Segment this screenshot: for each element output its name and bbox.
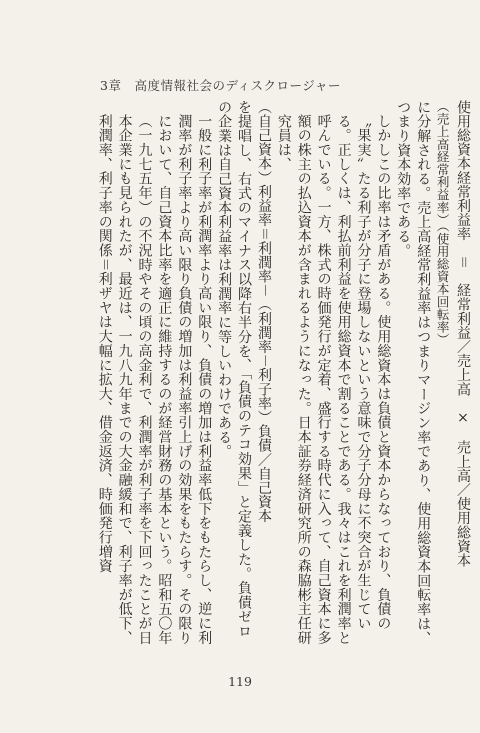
paragraph: しかしこの比率は矛盾がある。使用総資本は負債と資本からなっており、負債の〝果実〟たる利子が分子に登場しないという意味で分子分母に不突合が生じている。正しくは、利払前利益を使用総資本で割ることである。我々はこれを利潤率と呼んでいる。一方、株式の時価発行が定着、盛行する時代に入って、自己資本に多額の株主の払込資本が含まれるようになった。日本証券経済研究所の森脇彬主任研究員は、 xyxy=(275,114,392,645)
formula-equity-return: （自己資本）利益率＝利潤率－（利潤率－利子率）負債／自己資本 xyxy=(255,100,272,523)
page-number: 119 xyxy=(228,674,252,689)
vertical-body-text xyxy=(90,100,472,650)
paragraph: を提唱し、右式のマイナス以降右半分を、「負債のテコ効果」と定義した。負債ゼロの企業は自己資本利益率は利潤率に等しいわけである。 xyxy=(216,100,253,639)
formula-roa-labels: （売上高経常利益率）（使用総資本回転率） xyxy=(435,100,451,346)
paragraph: 一般に利子率が利潤率より高い限り、負債の増加は利益率低下をもたらし、逆に利潤率が利子率より高い限り負債の増加は利益率引上げの効果をもたらす。その限りにおいて、自己資本比率を適正に維持するのが経営財務の基本という。昭和五〇年（一九七五年）の不況時やその頃の高金利で、利潤率が利子率を下回ったことが日本企業にも見られたが、最近は、一九八九年までの大金融緩和で、利子率が低下、利潤率、利子率の関係＝利ザヤは大幅に拡大、借金返済、時価発行増資 xyxy=(96,114,213,645)
chapter-header: 3章 高度情報社会のディスクロージャー xyxy=(100,78,341,93)
formula-roa: 使用総資本経常利益率 ＝ 経常利益／売上高 × 売上高／使用総資本 xyxy=(455,100,471,568)
paragraph: に分解される。売上高経常利益率はつまりマージン率であり、使用総資本回転率は、つまり資本効率である。 xyxy=(395,100,432,646)
